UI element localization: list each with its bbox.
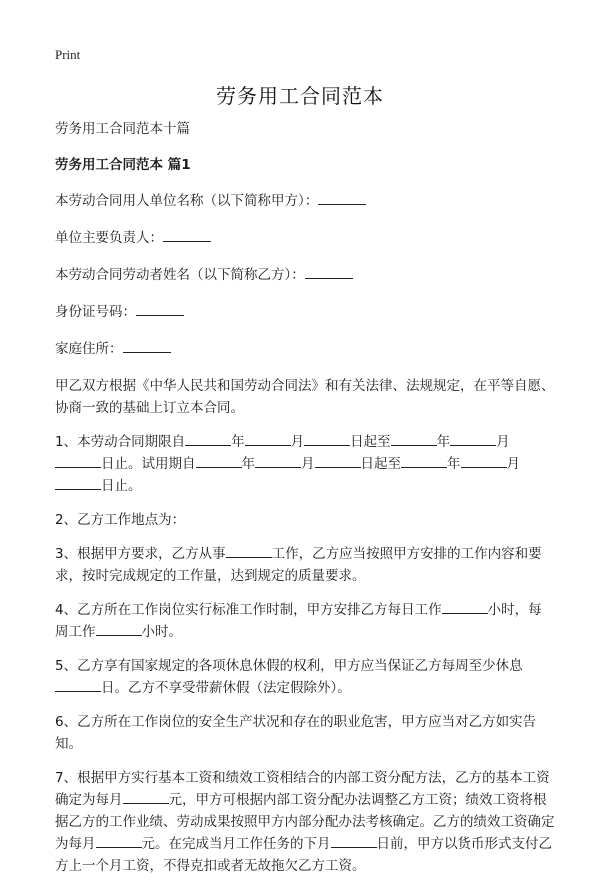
clause-5-text: 5、乙方享有国家规定的各项休息休假的权利，甲方应当保证乙方每周至少休息 [55, 658, 523, 674]
clause-1-month: 月 [301, 456, 315, 472]
clause-1-blank [450, 431, 496, 446]
clause-1-blank [391, 431, 437, 446]
clause-1-blank [401, 453, 447, 468]
home-address-blank [123, 338, 171, 353]
clause-1-blank [461, 453, 507, 468]
clause-1-month: 月 [290, 434, 305, 450]
id-number-label: 身份证号码： [55, 304, 136, 320]
document-body [55, 118, 555, 889]
clause-3 [55, 543, 555, 587]
clause-3-blank [226, 543, 272, 558]
section-heading: 劳务用工合同范本 篇1 [55, 157, 191, 173]
clause-4-blank [442, 599, 488, 614]
clause-1-blank [55, 475, 101, 490]
home-address-label: 家庭住所： [55, 341, 123, 357]
clause-4 [55, 599, 555, 643]
clause-1-probation: 日止。试用期自 [101, 456, 196, 472]
clause-7-text-end: 日前，甲方以货币形式支付乙方上一个月工资，不得克扣或者无故拖欠乙方工资。 [55, 836, 552, 874]
print-link[interactable]: Print [55, 47, 81, 62]
clause-4-text: 4、乙方所在工作岗位实行标准工作时制，甲方安排乙方每日工作 [55, 602, 442, 618]
clause-4-text-cont: 小时，每周工作 [55, 602, 542, 640]
clause-7-text-cont: 元，甲方可根据内部工资分配办法调整乙方工资；绩效工资将根据乙方的工作业绩、劳动成果按照甲方内部分配办法考核确定。乙方的绩效工资确定为每月 [55, 792, 555, 852]
clause-1 [55, 431, 555, 497]
home-address-field [55, 338, 555, 360]
worker-name-label: 本劳动合同劳动者姓名（以下简称乙方）： [55, 267, 305, 283]
document-subtitle: 劳务用工合同范本十篇 [55, 121, 190, 137]
id-number-field [55, 301, 555, 323]
clause-6: 6、乙方所在工作岗位的安全生产状况和存在的职业危害，甲方应当对乙方如实告知。 [55, 714, 537, 752]
clause-5-blank [55, 677, 101, 692]
worker-name-field [55, 264, 555, 286]
worker-name-blank [305, 264, 353, 279]
clause-1-from: 日起至 [350, 434, 391, 450]
clause-3-text-cont: 工作，乙方应当按照甲方安排的工作内容和要求，按时完成规定的工作量，达到规定的质量要求。 [55, 546, 542, 584]
clause-1-year: 年 [231, 434, 245, 450]
document-title: 劳务用工合同范本 [216, 84, 384, 108]
clause-1-month: 月 [506, 456, 520, 472]
clause-7-blank [96, 833, 142, 848]
clause-1-end: 日止。 [101, 478, 142, 494]
clause-7-blank [123, 789, 169, 804]
employer-head-field [55, 227, 555, 249]
clause-1-blank [196, 453, 242, 468]
clause-1-year: 年 [241, 456, 255, 472]
clause-1-blank [185, 431, 231, 446]
clause-5-text-cont: 日。乙方不享受带薪休假（法定假除外）。 [101, 680, 351, 696]
clause-1-blank [55, 453, 101, 468]
clause-7-text-cont2: 元。在完成当月工作任务的下月 [141, 836, 331, 852]
employer-name-blank [318, 190, 366, 205]
clause-1-year: 年 [436, 434, 451, 450]
clause-1-blank [255, 453, 301, 468]
clause-1-text: 1、本劳动合同期限自 [55, 434, 186, 450]
clause-1-month: 月 [496, 434, 510, 450]
employer-head-blank [163, 227, 211, 242]
clause-4-blank [96, 621, 142, 636]
clause-1-year: 年 [447, 456, 461, 472]
clause-1-from: 日起至 [360, 456, 401, 472]
clause-4-text-end: 小时。 [141, 624, 182, 640]
clause-1-blank [245, 431, 291, 446]
id-number-blank [136, 301, 184, 316]
clause-1-blank [315, 453, 361, 468]
employer-name-label: 本劳动合同用人单位名称（以下简称甲方）： [55, 193, 319, 209]
preamble-paragraph: 甲乙双方根据《中华人民共和国劳动合同法》和有关法律、法规规定，在平等自愿、协商一致的基础上订立本合同。 [55, 378, 555, 416]
clause-7-text: 7、根据甲方实行基本工资和绩效工资相结合的内部工资分配方法，乙方的基本工资确定为每月 [55, 770, 550, 808]
clause-3-text: 3、根据甲方要求，乙方从事 [55, 546, 226, 562]
employer-name-field [55, 190, 555, 212]
clause-7-blank [331, 833, 377, 848]
employer-head-label: 单位主要负责人： [55, 230, 163, 246]
clause-7 [55, 767, 555, 877]
clause-5 [55, 655, 555, 699]
clause-2: 2、乙方工作地点为： [55, 512, 186, 528]
clause-1-blank [304, 431, 350, 446]
